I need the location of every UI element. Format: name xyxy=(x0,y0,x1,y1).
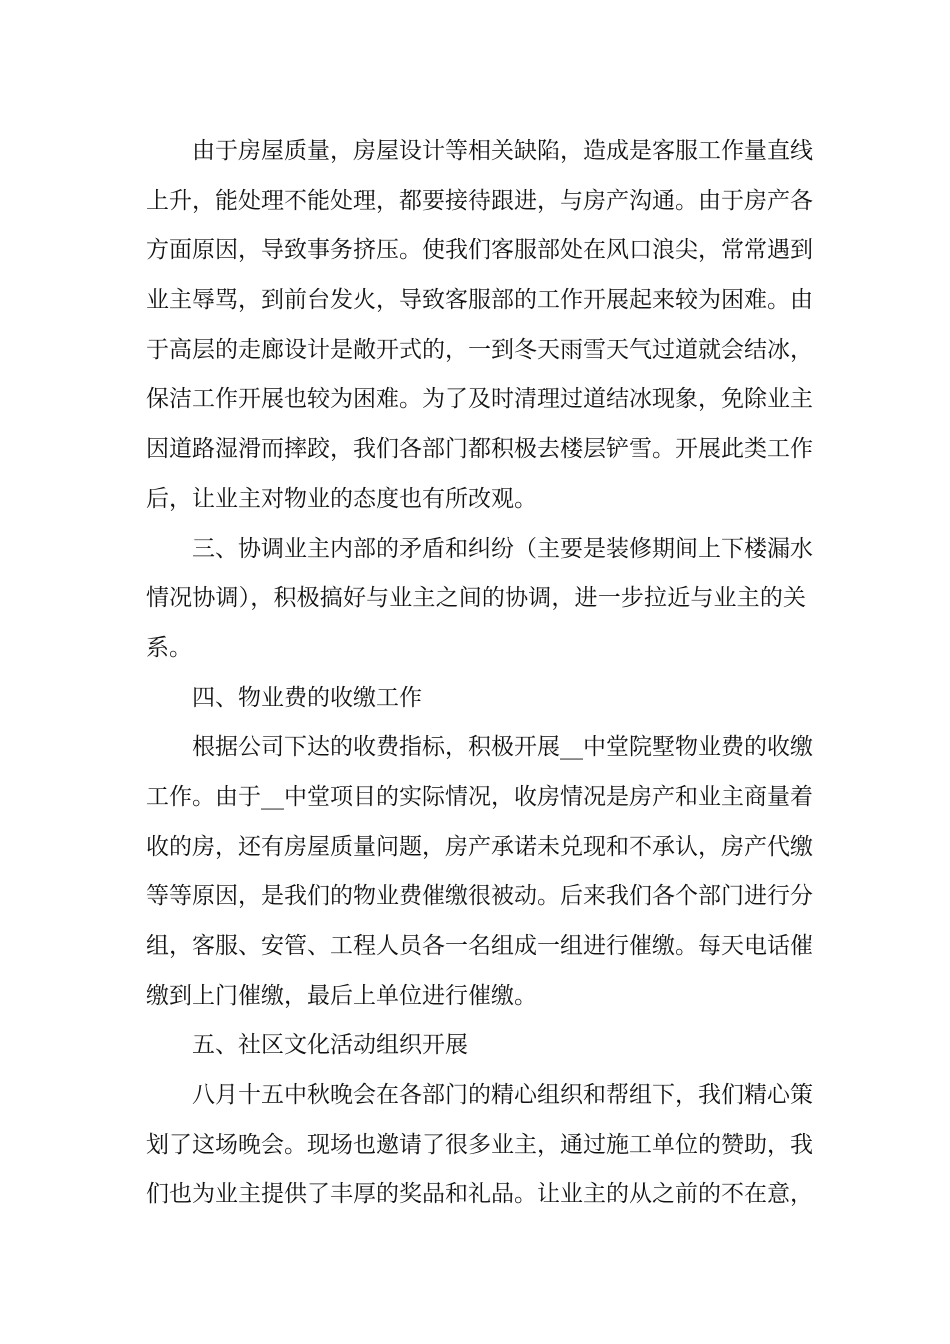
text-line: 收的房，还有房屋质量问题，房产承诺未兑现和不承认，房产代缴 xyxy=(146,833,813,860)
text-line: 们也为业主提供了丰厚的奖品和礼品。让业主的从之前的不在意， xyxy=(146,1181,813,1208)
text-line: 情况协调），积极搞好与业主之间的协调，进一步拉近与业主的关 xyxy=(146,585,806,612)
text-line: 组，客服、安管、工程人员各一名组成一组进行催缴。每天电话催 xyxy=(146,933,813,959)
text-line: 划了这场晚会。现场也邀请了很多业主，通过施工单位的赞助，我 xyxy=(146,1131,813,1158)
text-line: 保洁工作开展也较为困难。为了及时清理过道结冰现象，免除业主 xyxy=(146,386,813,413)
paragraph-housing-defects xyxy=(146,127,813,525)
section-heading-five xyxy=(146,1021,806,1071)
section-heading: 四、物业费的收缴工作 xyxy=(192,684,422,711)
text-line: 由于房屋质量，房屋设计等相关缺陷，造成是客服工作量直线 xyxy=(192,138,813,164)
paragraph-mid-autumn-party xyxy=(146,1071,813,1220)
text-line: 方面原因，导致事务挤压。使我们客服部处在风口浪尖，常常遇到 xyxy=(146,237,813,264)
text-line: 八月十五中秋晚会在各部门的精心组织和帮组下，我们精心策 xyxy=(192,1082,813,1109)
section-heading-line: 三、协调业主内部的矛盾和纠纷（主要是装修期间上下楼漏水 xyxy=(192,535,813,562)
text-line: 根据公司下达的收费指标，积极开展__中堂院墅物业费的收缴 xyxy=(192,734,813,761)
text-line: 于高层的走廊设计是敞开式的，一到冬天雨雪天气过道就会结冰， xyxy=(146,336,813,363)
section-heading-four xyxy=(146,674,806,724)
text-line: 工作。由于__中堂项目的实际情况，收房情况是房产和业主商量着 xyxy=(146,783,813,810)
text-line: 等等原因，是我们的物业费催缴很被动。后来我们各个部门进行分 xyxy=(146,883,813,910)
paragraph-fee-collection xyxy=(146,723,813,1021)
text-line: 上升，能处理不能处理，都要接待跟进，与房产沟通。由于房产各 xyxy=(146,187,813,214)
text-line: 因道路湿滑而摔跤，我们各部门都积极去楼层铲雪。开展此类工作 xyxy=(146,436,813,463)
text-line: 系。 xyxy=(146,634,192,661)
section-heading: 五、社区文化活动组织开展 xyxy=(192,1032,468,1059)
text-line: 缴到上门催缴，最后上单位进行催缴。 xyxy=(146,982,537,1009)
text-line: 业主辱骂，到前台发火，导致客服部的工作开展起来较为困难。由 xyxy=(146,287,813,314)
document-body xyxy=(146,127,813,1220)
paragraph-section-three xyxy=(146,525,813,674)
text-line: 后，让业主对物业的态度也有所改观。 xyxy=(146,485,537,512)
